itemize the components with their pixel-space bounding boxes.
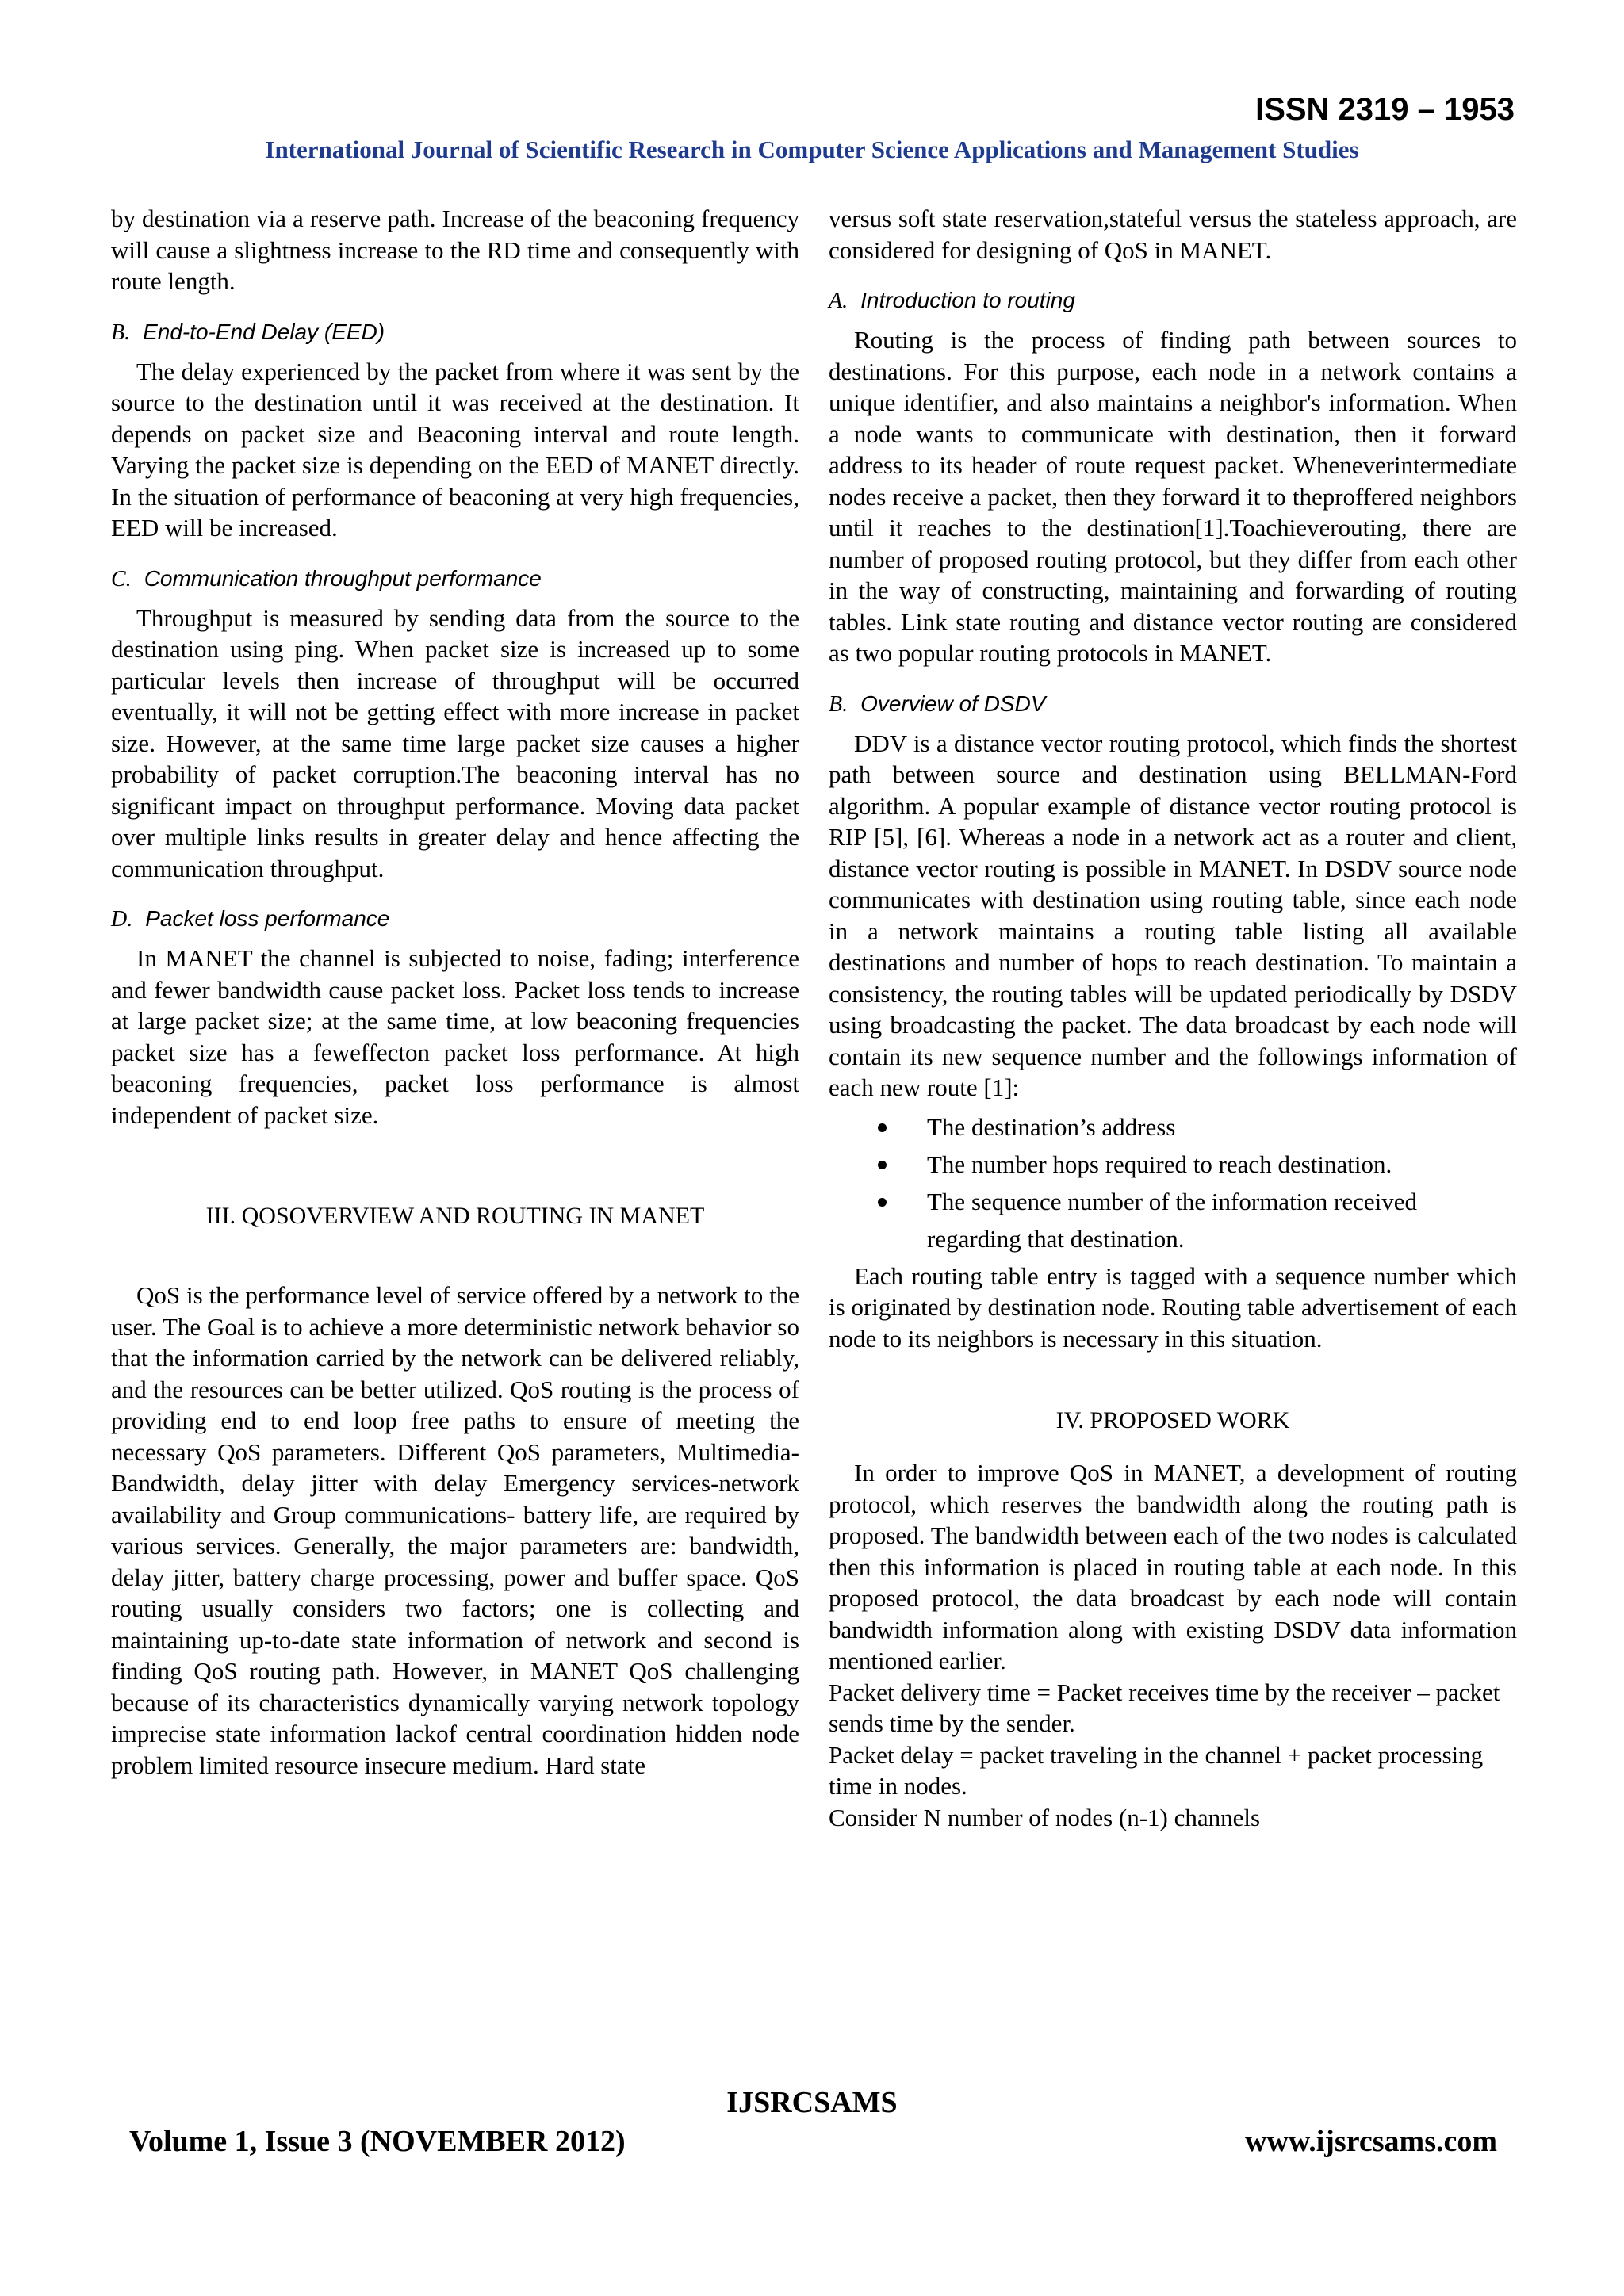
paragraph-packet-loss: In MANET the channel is subjected to noise, fading; interference and fewer bandwidth cause packet loss. Packet loss tends to increase at large packet size; at the same time, at low beaconing frequencies packet size has a feweffecton packet loss performance. At high beaconing frequencies, packet loss performance is almost independent of packet size. <box>111 944 799 1129</box>
bullet-icon <box>878 1198 887 1207</box>
subsection-title: Packet loss performance <box>145 906 390 931</box>
subsection-title: Overview of DSDV <box>860 691 1046 716</box>
footer-journal-abbrev: IJSRCSAMS <box>726 2086 898 2119</box>
footer-volume: Volume 1, Issue 3 (NOVEMBER 2012) <box>129 2125 626 2158</box>
left-column <box>111 203 799 1781</box>
subsection-title: Introduction to routing <box>860 288 1075 312</box>
bullet-icon <box>878 1161 887 1169</box>
subsection-heading-dsdv <box>829 688 1517 720</box>
subsection-title: Communication throughput performance <box>144 565 542 591</box>
list-item-text: The sequence number of the information received regarding that destination. <box>927 1187 1418 1253</box>
paragraph-continuation: versus soft state reservation,stateful versus the stateless approach, are considered for designing of QoS in MANET. <box>829 205 1517 264</box>
paragraph-qos: QoS is the performance level of service offered by a network to the user. The Goal is to achieve a more deterministic network behavior so that the information carried by the network can be delivered reliably, and the resources can be better utilized. QoS routing is the process of providing end to end loop free paths to ensure of meeting the necessary QoS parameters. Different QoS parameters, Multimedia-Bandwidth, delay jitter with delay Emergency services-network availability and Group communications- battery life, are required by various services. Generally, the major parameters are: bandwidth, delay jitter, battery charge processing, power and buffer space. QoS routing usually considers two factors; one is collecting and maintaining up-to-date state information of network and second is finding QoS routing path. However, in MANET QoS challenging because of its characteristics dynamically varying network topology imprecise state information lackof central coordination hidden node problem limited resource insecure medium. Hard state <box>111 1281 799 1779</box>
right-column <box>829 203 1517 1833</box>
paragraph-dsdv-entries: Each routing table entry is tagged with a sequence number which is originated by destination node. Routing table advertisement of each node to its neighbors is necessary in this situation. <box>829 1261 1517 1353</box>
section-part: ROPOSED WORK <box>1103 1407 1290 1433</box>
paragraph-dsdv: DDV is a distance vector routing protocol, which finds the shortest path between source and destination using BELLMAN-Ford algorithm. A popular example of distance vector routing protocol is RIP [5], [6]. Whereas a node in a network act as a router and client, distance vector routing is possible in MANET. In DSDV source node communicates with destination using routing table, since each node in a network maintains a routing table listing all available destinations and number of hops to reach destination. To maintain a consistency, the routing tables will be updated periodically by DSDV using broadcasting the packet. The data broadcast by each node will contain its new sequence number and the followings information of each new route [1]: <box>829 729 1517 1101</box>
section-heading-proposed-work <box>829 1405 1517 1437</box>
footer-website: www.ijsrcsams.com <box>1244 2125 1497 2158</box>
subsection-letter: C. <box>111 566 132 591</box>
list-item <box>829 1108 1517 1146</box>
list-item <box>829 1183 1517 1257</box>
subsection-letter: A. <box>829 289 848 313</box>
list-item-text: The destination’s address <box>927 1112 1176 1141</box>
paragraph-routing: Routing is the process of finding path between sources to destinations. For this purpose, each node in a network contains a unique identifier, and also maintains a neighbor's information. When a node wants to communicate with destination, then it forward address to its header of route request packet. Wheneverintermediate nodes receive a packet, then they forward it to theproffered neighbors until it reaches to the destination[1].Toachieverouting, there are number of proposed routing protocol, but they differ from each other in the way of constructing, maintaining and forwarding of routing tables. Link state routing and distance vector routing are considered as two popular routing protocols in MANET. <box>829 326 1517 667</box>
paragraph-continuation: by destination via a reserve path. Increase of the beaconing frequency will cause a slightness increase to the RD time and consequently with route length. <box>111 205 799 295</box>
subsection-heading-routing <box>829 285 1517 316</box>
paragraph-eed: The delay experienced by the packet from where it was sent by the source to the destination until it was received at the destination. It depends on packet size and Beaconing interval and route length. Varying the packet size is depending on the EED of MANET directly. In the situation of performance of beaconing at very high frequencies, EED will be increased. <box>111 357 799 541</box>
section-num: IV. P <box>1055 1407 1104 1433</box>
list-item <box>829 1146 1517 1183</box>
section-part: O <box>259 1203 276 1229</box>
subsection-heading-throughput <box>111 563 799 595</box>
paragraph-throughput: Throughput is measured by sending data from the source to the destination using ping. When packet size is increased up to some particular levels then increase of throughput will be occurred eventually, it will not be getting effect with more increase in packet size. However, at the same time large packet size causes a higher probability of packet corruption.The beaconing interval has no significant impact on throughput performance. Moving data packet over multiple links results in greater delay and hence affecting the communication throughput. <box>111 603 799 882</box>
subsection-letter: D. <box>111 907 133 932</box>
bullet-list <box>829 1108 1517 1257</box>
equation-nodes: Consider N number of nodes (n-1) channels <box>829 1803 1261 1831</box>
subsection-title: End-to-End Delay (EED) <box>143 319 385 344</box>
section-heading-qos <box>111 1200 799 1232</box>
subsection-heading-eed <box>111 316 799 348</box>
section-part: MANET <box>614 1203 705 1229</box>
section-num: III. Q <box>205 1203 259 1229</box>
issn-number: ISSN 2319 – 1953 <box>1255 92 1515 127</box>
subsection-heading-packet-loss <box>111 903 799 935</box>
journal-title: International Journal of Scientific Research in Computer Science Applications and Management Studies <box>265 136 1359 163</box>
section-part: SO <box>275 1203 307 1229</box>
equation-packet-delay: Packet delay = packet traveling in the channel + packet processing time in nodes. <box>829 1740 1484 1800</box>
bullet-icon <box>878 1123 887 1132</box>
subsection-letter: B. <box>111 320 131 345</box>
list-item-text: The number hops required to reach destination. <box>927 1150 1392 1178</box>
equation-delivery-time: Packet delivery time = Packet receives time by the receiver – packet sends time by the sender. <box>829 1678 1500 1737</box>
paragraph-proposed-work: In order to improve QoS in MANET, a development of routing protocol, which reserves the bandwidth along the routing path is proposed. The bandwidth between each of the two nodes is calculated then this information is placed in routing table at each node. In this proposed protocol, the data broadcast by each node will contain bandwidth information along with existing DSDV data information mentioned earlier. <box>829 1459 1517 1674</box>
subsection-letter: B. <box>829 691 848 717</box>
section-part: VERVIEW AND ROUTING IN <box>306 1203 615 1229</box>
